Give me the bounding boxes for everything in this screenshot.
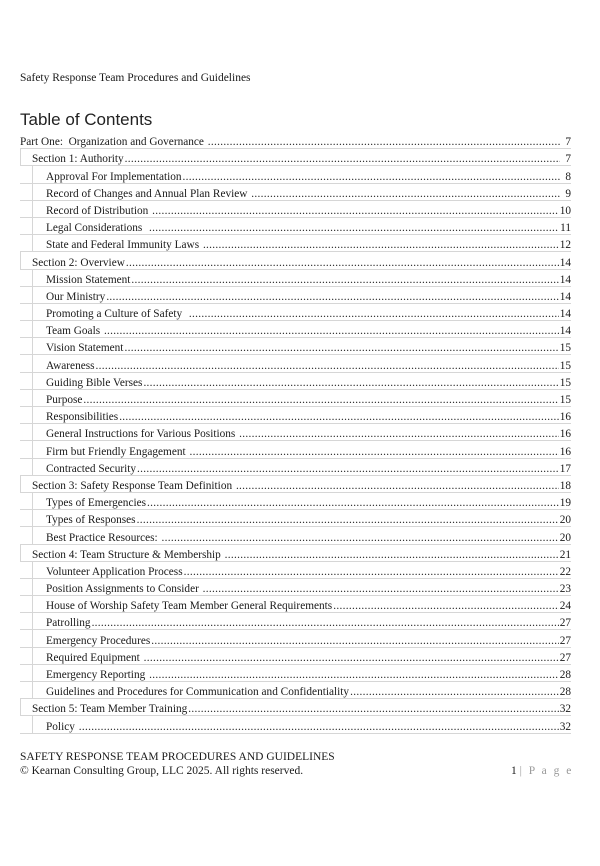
toc-entry-label: Purpose — [46, 394, 83, 406]
toc-entry[interactable] — [20, 390, 571, 407]
toc-entry-label: Team Goals — [46, 325, 103, 338]
toc-entry-page: 24 — [559, 600, 571, 613]
toc-entry-label: Promoting a Culture of Safety — [46, 308, 188, 321]
toc-indent-guide — [32, 338, 33, 355]
toc-indent-guide — [32, 218, 33, 235]
toc-entry-page: 22 — [559, 565, 571, 578]
toc-entry-page: 28 — [559, 686, 571, 699]
toc-entry[interactable] — [20, 562, 571, 579]
toc-entry-page: 15 — [559, 342, 571, 355]
toc-entry-label: Part One: Organization and Governance — [20, 136, 207, 149]
toc-entry[interactable] — [20, 545, 571, 562]
toc-indent-guide — [32, 493, 33, 510]
toc-indent-guide — [20, 476, 21, 493]
toc-entry-page: 32 — [559, 720, 571, 733]
toc-entry[interactable] — [20, 476, 571, 493]
toc-entry-label: Policy — [46, 720, 78, 733]
toc-entry-page: 27 — [559, 617, 571, 630]
toc-indent-guide — [32, 579, 33, 596]
toc-entry-label: Emergency Procedures — [46, 634, 151, 647]
toc-row-divider — [20, 733, 571, 734]
toc-entry[interactable] — [20, 424, 571, 441]
toc-entry[interactable] — [20, 699, 571, 716]
toc-entry-label: Section 4: Team Structure & Membership — [32, 548, 224, 561]
toc-entry[interactable] — [20, 270, 571, 287]
toc-indent-guide — [32, 716, 33, 733]
toc-entry-page: 12 — [559, 239, 571, 252]
toc-entry-page: 23 — [559, 583, 571, 596]
page-number-value: 1 — [511, 765, 517, 777]
toc-entry[interactable] — [20, 252, 571, 269]
toc-entry-label: Emergency Reporting — [46, 669, 149, 681]
toc-indent-guide — [32, 287, 33, 304]
toc-entry-page: 15 — [559, 376, 571, 389]
toc-entry[interactable] — [20, 184, 571, 201]
toc-entry-label: Record of Changes and Annual Plan Review — [46, 187, 251, 200]
toc-entry-label: Awareness — [46, 359, 95, 372]
toc-entry-label: Position Assignments to Consider — [46, 583, 202, 596]
toc-entry[interactable] — [20, 493, 571, 510]
toc-entry-label: Guiding Bible Verses — [46, 376, 143, 389]
toc-indent-guide — [32, 562, 33, 579]
toc-entry-page: 16 — [559, 411, 571, 424]
toc-entry[interactable] — [20, 613, 571, 630]
toc-entry-page: 10 — [559, 204, 571, 217]
toc-entry-page: 9 — [565, 187, 571, 200]
toc-entry-page: 8 — [565, 170, 571, 183]
toc-indent-guide — [32, 648, 33, 665]
toc-entry-page: 27 — [559, 651, 571, 664]
toc-entry-label: Guidelines and Procedures for Communication and Confidentiality — [46, 686, 350, 699]
toc-entry[interactable] — [20, 132, 571, 149]
toc-entry-page: 16 — [559, 428, 571, 441]
toc-indent-guide — [32, 166, 33, 183]
toc-entry-page: 18 — [559, 479, 571, 492]
toc-entry-page: 14 — [559, 273, 571, 286]
toc-indent-guide — [32, 682, 33, 699]
toc-indent-guide — [32, 510, 33, 527]
toc-entry[interactable] — [20, 304, 571, 321]
toc-entry-label: State and Federal Immunity Laws — [46, 239, 202, 252]
toc-indent-guide — [32, 355, 33, 372]
toc-entry[interactable] — [20, 201, 571, 218]
toc-entry[interactable] — [20, 287, 571, 304]
toc-entry[interactable] — [20, 321, 571, 338]
toc-entry-page: 15 — [559, 359, 571, 372]
toc-entry-label: Required Equipment — [46, 651, 143, 664]
toc-entry-page: 16 — [559, 445, 571, 458]
toc-entry-label: Firm but Friendly Engagement — [46, 445, 189, 458]
toc-entry[interactable] — [20, 166, 571, 183]
toc-indent-guide — [32, 441, 33, 458]
toc-entry-page: 7 — [565, 136, 571, 149]
toc-indent-guide — [20, 149, 21, 166]
toc-entry[interactable] — [20, 373, 571, 390]
toc-entry-page: 32 — [559, 703, 571, 716]
toc-indent-guide — [32, 424, 33, 441]
toc-entry-label: Section 1: Authority — [32, 153, 124, 166]
toc-indent-guide — [32, 527, 33, 544]
toc-entry[interactable] — [20, 149, 571, 166]
toc-indent-guide — [32, 235, 33, 252]
toc-entry[interactable] — [20, 235, 571, 252]
toc-entry-label: Contracted Security — [46, 462, 137, 475]
toc-entry-label: Volunteer Application Process — [46, 565, 183, 578]
toc-entry-page: 20 — [559, 531, 571, 544]
toc-entry-label: Responsibilities — [46, 411, 119, 424]
toc-entry-page: 11 — [560, 222, 571, 235]
toc-indent-guide — [32, 373, 33, 390]
toc-entry[interactable] — [20, 510, 571, 527]
toc-indent-guide — [32, 184, 33, 201]
toc-entry[interactable] — [20, 355, 571, 372]
toc-entry[interactable] — [20, 338, 571, 355]
toc-entry-page: 14 — [559, 325, 571, 338]
toc-entry-page: 17 — [559, 462, 571, 475]
toc-entry[interactable] — [20, 648, 571, 665]
toc-entry-label: General Instructions for Various Positions — [46, 428, 239, 441]
toc-entry-label: House of Worship Safety Team Member General Requirements — [46, 600, 333, 613]
toc-entry-label: Best Practice Resources: — [46, 531, 161, 544]
toc-entry-label: Vision Statement — [46, 342, 124, 355]
toc-entry[interactable] — [20, 441, 571, 458]
page-number — [511, 765, 573, 777]
toc-indent-guide — [32, 407, 33, 424]
toc-indent-guide — [32, 321, 33, 338]
toc-entry[interactable] — [20, 682, 571, 699]
toc-indent-guide — [20, 545, 21, 562]
toc-entry-label: Legal Considerations — [46, 222, 148, 235]
toc-entry-label: Section 3: Safety Response Team Definition — [32, 479, 235, 492]
toc-entry[interactable] — [20, 407, 571, 424]
toc-entry-page: 28 — [559, 669, 571, 681]
toc-indent-guide — [32, 596, 33, 613]
footer-title: SAFETY RESPONSE TEAM PROCEDURES AND GUIDELINES — [20, 751, 335, 763]
toc-entry[interactable] — [20, 630, 571, 647]
toc-indent-guide — [32, 613, 33, 630]
toc-entry-label: Record of Distribution — [46, 204, 152, 217]
toc-entry-label: Section 5: Team Member Training — [32, 703, 188, 716]
toc-entry-page: 7 — [565, 153, 571, 166]
toc-indent-guide — [32, 270, 33, 287]
toc-entry[interactable] — [20, 579, 571, 596]
toc-entry-label: Section 2: Overview — [32, 256, 125, 269]
table-of-contents — [20, 132, 571, 734]
toc-entry-label: Types of Emergencies — [46, 497, 147, 510]
toc-indent-guide — [32, 304, 33, 321]
toc-entry-page: 14 — [559, 256, 571, 269]
toc-entry-page: 14 — [559, 290, 571, 303]
toc-entry[interactable] — [20, 459, 571, 476]
toc-entry-label: Our Ministry — [46, 290, 106, 303]
toc-entry-label: Patrolling — [46, 617, 91, 630]
toc-heading: Table of Contents — [20, 110, 153, 129]
toc-entry[interactable] — [20, 716, 571, 733]
toc-indent-guide — [20, 699, 21, 716]
toc-entry[interactable] — [20, 218, 571, 235]
toc-entry-label: Types of Responses — [46, 514, 136, 527]
page-label: | P a g e — [519, 765, 574, 777]
toc-entry[interactable] — [20, 665, 571, 682]
toc-entry-page: 21 — [559, 548, 571, 561]
toc-indent-guide — [32, 630, 33, 647]
toc-entry-page: 27 — [559, 634, 571, 647]
toc-entry[interactable] — [20, 596, 571, 613]
toc-indent-guide — [32, 665, 33, 682]
toc-entry-page: 14 — [559, 308, 571, 321]
toc-entry-label: Approval For Implementation — [46, 170, 182, 183]
toc-indent-guide — [32, 201, 33, 218]
toc-indent-guide — [32, 390, 33, 407]
toc-entry[interactable] — [20, 527, 571, 544]
document-header: Safety Response Team Procedures and Guidelines — [20, 72, 251, 84]
toc-entry-page: 19 — [559, 497, 571, 510]
toc-indent-guide — [20, 252, 21, 269]
toc-entry-page: 15 — [559, 394, 571, 406]
toc-entry-label: Mission Statement — [46, 273, 131, 286]
toc-indent-guide — [32, 459, 33, 476]
toc-entry-page: 20 — [559, 514, 571, 527]
footer-copyright: © Kearnan Consulting Group, LLC 2025. All rights reserved. — [20, 765, 304, 777]
